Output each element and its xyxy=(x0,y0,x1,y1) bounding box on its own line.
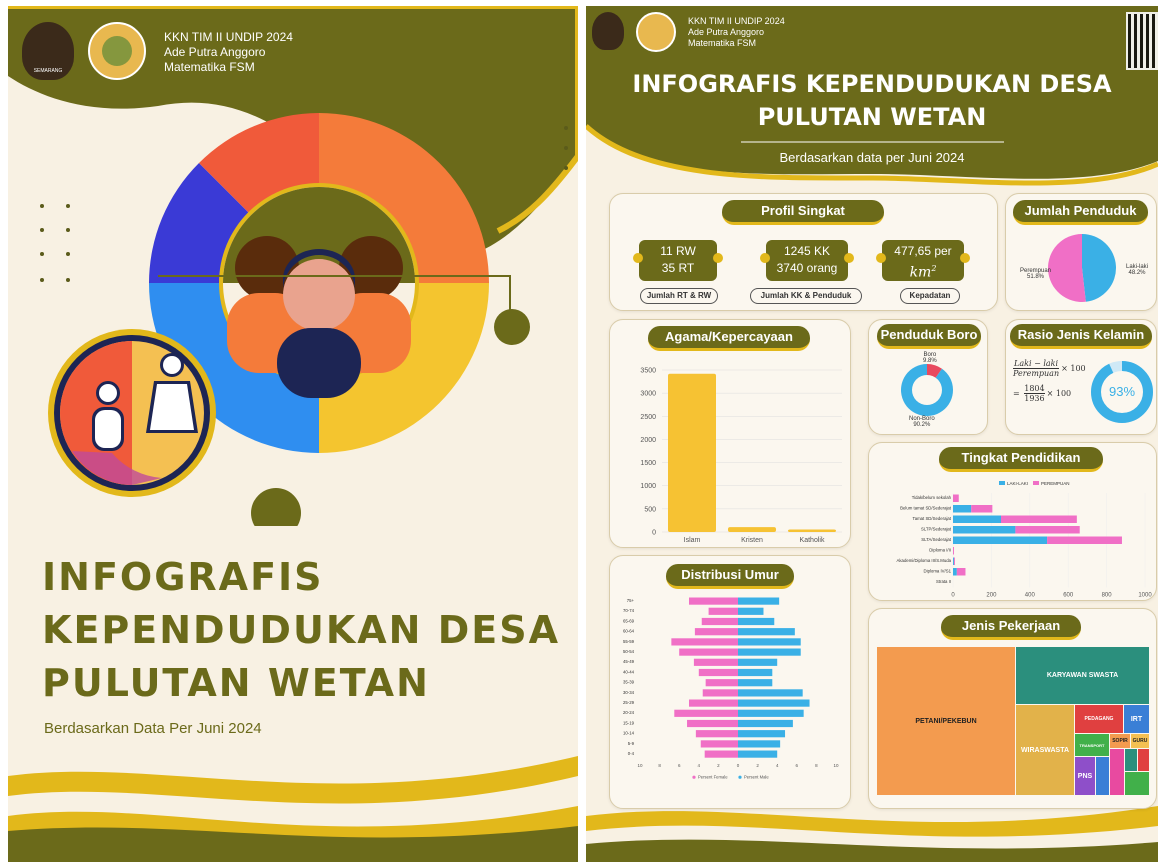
female-label: Perempuan xyxy=(1020,268,1052,274)
bar-female xyxy=(689,598,738,605)
bar-male xyxy=(738,618,774,625)
density-value: 477,65 per xyxy=(894,244,952,258)
boro-title: Penduduk Boro xyxy=(877,324,981,349)
treemap-pns: PNS xyxy=(1075,757,1095,795)
x-tick-label: 2 xyxy=(756,763,759,769)
nonboro-value: 90.2% xyxy=(913,422,931,428)
x-tick-label: 10 xyxy=(637,763,643,769)
x-tick-label: 10 xyxy=(833,763,839,769)
x-tick-label: 0 xyxy=(951,592,955,599)
x-tick-label: 400 xyxy=(1024,592,1035,599)
agama-chart xyxy=(610,320,850,547)
rasio-card xyxy=(1005,319,1157,435)
bar-female xyxy=(957,568,966,576)
age-label: 55-59 xyxy=(623,638,634,644)
density-unit: km xyxy=(909,264,932,281)
infographic-page xyxy=(586,6,1158,862)
treemap-guru: GURU xyxy=(1131,734,1149,748)
treemap xyxy=(877,647,1149,795)
y-tick-label: 500 xyxy=(644,506,656,514)
page-title: INFOGRAFIS KEPENDUDUKAN DESA PULUTAN WETAN xyxy=(632,70,1112,131)
male-value: 48.2% xyxy=(1128,270,1146,276)
cover-title: INFOGRAFIS KEPENDUDUKAN DESA PULUTAN WETAN xyxy=(42,555,560,705)
age-label: 45-49 xyxy=(623,659,634,665)
category-label: Diploma I/II xyxy=(929,547,951,553)
age-label: 75+ xyxy=(626,598,634,603)
density-label: Kepadatan xyxy=(900,288,960,304)
bar-female xyxy=(1001,516,1077,524)
bar-male xyxy=(738,638,801,645)
y-tick-label: 2000 xyxy=(640,436,656,444)
age-label: 15-19 xyxy=(623,720,634,726)
logo-text: SEMARANG xyxy=(33,68,63,74)
bar-female xyxy=(674,710,738,717)
treemap-sopir: SOPIR xyxy=(1110,734,1130,748)
treemap-other4 xyxy=(1138,749,1149,771)
kk-value: 1245 KK xyxy=(783,244,831,258)
legend-swatch-male xyxy=(738,776,741,779)
rasio-times2: × 100 xyxy=(1046,389,1072,398)
bar-female xyxy=(1015,526,1079,534)
rasio-num2: 1804 xyxy=(1024,384,1045,393)
boro-value: 9.8% xyxy=(923,358,937,364)
x-tick-label: 0 xyxy=(736,763,740,769)
jumlah-title: Jumlah Penduduk xyxy=(1013,200,1148,225)
category-label: SLTA/Sederajat xyxy=(921,537,951,542)
bar-male xyxy=(953,568,957,576)
kk-label: Jumlah KK & Penduduk xyxy=(750,288,862,304)
x-tick-label: 600 xyxy=(1063,592,1074,599)
header-line3: Matematika FSM xyxy=(164,60,255,74)
jumlah-card xyxy=(1005,193,1157,311)
bar-male xyxy=(738,679,772,686)
bar-male xyxy=(738,608,763,615)
cover-subtitle: Berdasarkan Data Per Juni 2024 xyxy=(44,720,262,737)
header2-line3: Matematika FSM xyxy=(688,38,757,48)
age-label: 10-14 xyxy=(623,730,634,736)
treemap-other1 xyxy=(1096,757,1109,795)
age-label: 35-39 xyxy=(623,679,634,685)
cover-page xyxy=(8,6,578,862)
treemap-irt: IRT xyxy=(1124,705,1149,733)
legend-female: PEREMPUAN xyxy=(1041,481,1070,486)
kk-box xyxy=(766,240,848,281)
profil-card xyxy=(609,193,998,311)
agama-card xyxy=(609,319,851,548)
bar-male xyxy=(738,720,793,727)
age-label: 70-74 xyxy=(623,608,634,614)
bar-female xyxy=(679,649,738,656)
age-label: 20-24 xyxy=(623,710,634,716)
bar-female xyxy=(953,495,959,503)
treemap-other5 xyxy=(1125,772,1149,795)
gender-pie xyxy=(1006,194,1156,310)
bar-female xyxy=(696,730,738,737)
category-label: Diploma IV/S1 xyxy=(923,568,951,574)
header-line2: Ade Putra Anggoro xyxy=(164,45,266,59)
qr-code-icon xyxy=(1126,12,1158,70)
age-label: 50-54 xyxy=(623,649,634,654)
bar-male xyxy=(738,689,803,696)
y-tick-label: 0 xyxy=(652,529,656,537)
treemap-transport: TRANSPORT xyxy=(1075,734,1109,756)
bar-female xyxy=(695,628,738,635)
umur-chart xyxy=(610,556,850,808)
rasio-den: Perempuan xyxy=(1013,369,1060,378)
penduduk-value: 3740 orang xyxy=(776,261,838,275)
profil-title: Profil Singkat xyxy=(722,200,884,225)
nonboro-label: Non-Boro xyxy=(909,416,935,422)
bar-male xyxy=(953,505,971,513)
age-label: 65-69 xyxy=(623,618,634,624)
bar-female xyxy=(709,608,738,615)
pendidikan-chart xyxy=(869,443,1156,600)
age-label: 30-34 xyxy=(623,689,634,695)
bar-male xyxy=(738,598,779,605)
bar-male xyxy=(738,649,801,656)
bar-female xyxy=(705,751,738,758)
x-tick-label: 800 xyxy=(1101,592,1112,599)
bar-male xyxy=(738,700,810,707)
population-illustration xyxy=(8,6,578,526)
category-label: Tamat SD/Sederajat xyxy=(912,516,951,521)
treemap-petani: PETANI/PEKEBUN xyxy=(877,647,1015,795)
agama-title: Agama/Kepercayaan xyxy=(648,326,810,351)
bar-female xyxy=(953,547,954,555)
rasio-times: × 100 xyxy=(1061,364,1086,373)
female-value: 51.8% xyxy=(1027,274,1045,280)
treemap-other2 xyxy=(1110,749,1124,795)
male-label: Laki-laki xyxy=(1126,264,1149,270)
pendidikan-card xyxy=(868,442,1157,601)
boro-card xyxy=(868,319,988,435)
bar-female xyxy=(694,659,738,666)
rasio-gauge xyxy=(1006,320,1156,434)
x-tick-label: 6 xyxy=(795,763,799,769)
legend-swatch-male xyxy=(999,481,1005,485)
boro-label: Boro xyxy=(923,352,937,358)
rasio-num: Laki − laki xyxy=(1014,359,1059,368)
page-subtitle: Berdasarkan data per Juni 2024 xyxy=(779,150,965,165)
legend-swatch-female xyxy=(692,776,695,779)
x-tick-label: 8 xyxy=(815,763,818,769)
x-tick-label: 1000 xyxy=(1138,592,1152,599)
bar-male xyxy=(953,516,1001,524)
x-tick-label: 200 xyxy=(986,592,997,599)
y-tick-label: 3500 xyxy=(640,367,656,375)
category-label: Belum tamat SD/Sederajat xyxy=(900,505,951,511)
bar-female xyxy=(971,505,992,513)
bar-male xyxy=(738,669,772,676)
rt-rw-label: Jumlah RT & RW xyxy=(640,288,718,304)
umur-card xyxy=(609,555,851,809)
age-label: 25-29 xyxy=(623,700,634,705)
header2-line1: KKN TIM II UNDIP 2024 xyxy=(688,16,785,26)
rw-value: 11 RW xyxy=(660,244,696,258)
density-box: 477,65 per $km^2$ xyxy=(882,240,964,281)
bar-female xyxy=(954,558,955,566)
bar-male xyxy=(953,537,1047,545)
rasio-title: Rasio Jenis Kelamin xyxy=(1010,324,1152,349)
y-tick-label: 1000 xyxy=(640,483,656,491)
bar-female xyxy=(689,700,738,707)
x-tick-label: 4 xyxy=(775,763,779,769)
kkn-logo-small xyxy=(636,12,676,52)
legend-male: Persent Male xyxy=(744,774,769,780)
age-label: 60-64 xyxy=(623,628,634,634)
bar-male xyxy=(738,710,804,717)
bar-female xyxy=(671,638,738,645)
legend-swatch-female xyxy=(1033,481,1039,485)
bar-female xyxy=(687,720,738,727)
x-tick-label: Kristen xyxy=(741,537,763,544)
treemap-karyawan: KARYAWAN SWASTA xyxy=(1016,647,1149,704)
treemap-other3 xyxy=(1125,749,1137,771)
bar-female xyxy=(701,740,738,747)
age-label: 0-4 xyxy=(627,751,634,756)
rt-rw-box xyxy=(639,240,717,281)
bar-female xyxy=(699,669,738,676)
age-label: 5-9 xyxy=(627,740,634,746)
category-label: Strata II xyxy=(935,579,951,584)
pekerjaan-title: Jenis Pekerjaan xyxy=(941,615,1081,640)
bar-female xyxy=(703,689,738,696)
bar-kristen xyxy=(728,527,776,532)
x-tick-label: Islam xyxy=(683,537,701,544)
rasio-value: 93% xyxy=(1108,384,1136,399)
treemap-wiraswasta: WIRASWASTA xyxy=(1016,705,1074,795)
bar-male xyxy=(738,740,780,747)
donut-hole xyxy=(912,375,942,405)
category-label: Tidak/belum sekolah xyxy=(911,495,951,500)
bar-female xyxy=(706,679,738,686)
bar-female xyxy=(702,618,738,625)
x-tick-label: 8 xyxy=(658,763,661,769)
x-tick-label: 2 xyxy=(717,763,720,769)
pekerjaan-card xyxy=(868,608,1157,809)
x-tick-label: 6 xyxy=(677,763,681,769)
category-label: Akademi/Diploma III/S.Muda xyxy=(896,558,951,563)
bar-female xyxy=(1047,537,1122,545)
pie-slice-laki-laki xyxy=(1082,234,1116,302)
header2-line2: Ade Putra Anggoro xyxy=(688,27,765,37)
bar-male xyxy=(738,628,795,635)
rasio-den2: 1936 xyxy=(1024,394,1045,403)
y-tick-label: 1500 xyxy=(640,460,656,468)
bar-male xyxy=(738,730,785,737)
x-tick-label: Katholik xyxy=(799,537,825,544)
pendidikan-title: Tingkat Pendidikan xyxy=(939,447,1103,472)
bar-male xyxy=(953,558,954,566)
treemap-pedagang: PEDAGANG xyxy=(1075,705,1123,733)
x-tick-label: 4 xyxy=(697,763,701,769)
y-tick-label: 2500 xyxy=(640,413,656,421)
category-label: SLTP/Sederajat xyxy=(920,526,951,532)
legend-female: Persent Female xyxy=(698,774,728,780)
bar-islam xyxy=(668,374,716,532)
rasio-formula: Laki − laki Perempuan × 100 = 1804 1936 × 100 xyxy=(1013,359,1086,403)
rt-value: 35 RT xyxy=(661,261,695,275)
age-label: 40-44 xyxy=(623,669,634,675)
y-tick-label: 3000 xyxy=(640,390,656,398)
umur-title: Distribusi Umur xyxy=(666,564,794,589)
legend-male: LAKI-LAKI xyxy=(1007,481,1029,486)
bar-katholik xyxy=(788,529,836,532)
undip-logo-small xyxy=(592,12,624,50)
header-line1: KKN TIM II UNDIP 2024 xyxy=(164,30,293,44)
bar-male xyxy=(738,751,777,758)
pie-slice-perempuan xyxy=(1048,234,1086,302)
bar-male xyxy=(953,526,1015,534)
bar-male xyxy=(738,659,777,666)
